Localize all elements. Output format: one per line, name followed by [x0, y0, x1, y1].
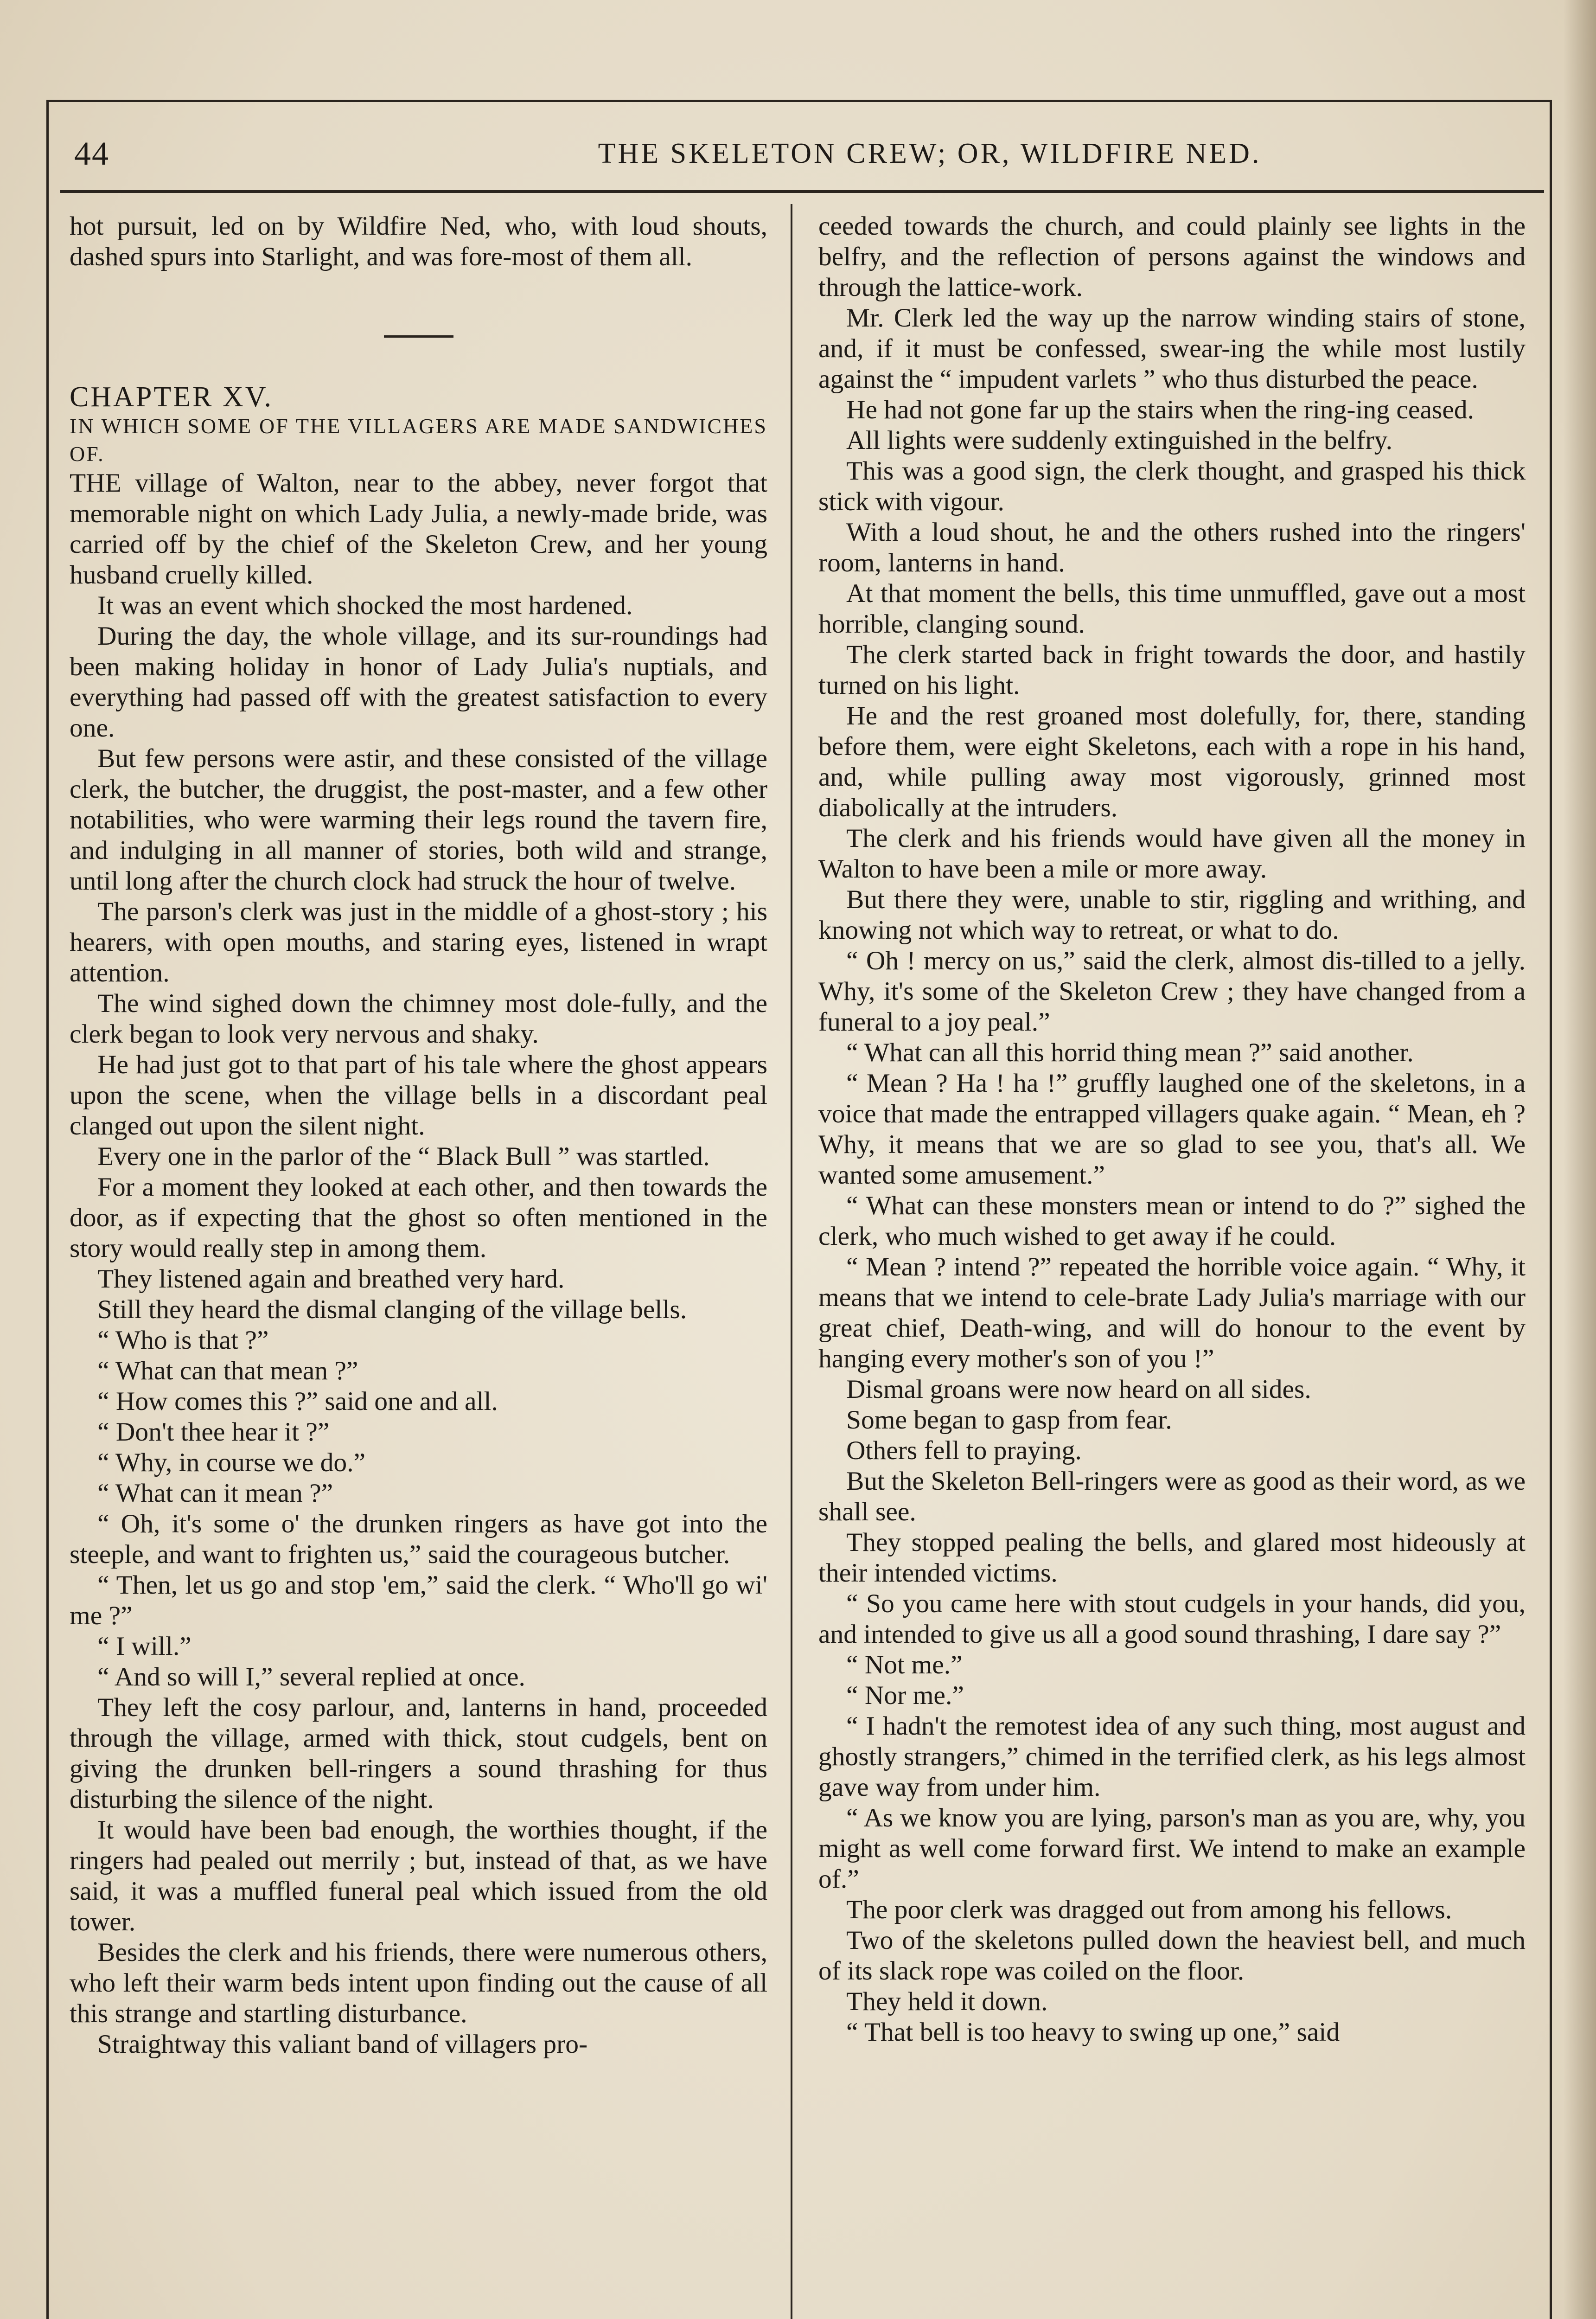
paragraph: They listened again and breathed very hard. [97, 1264, 565, 1294]
paragraph: “ So you came here with stout cudgels in your hands, did you, and intended to give us all a good sound thrashing, I dare say ?” [818, 1589, 1526, 1649]
paragraph: This was a good sign, the clerk thought, and grasped his thick stick with vigour. [818, 456, 1526, 516]
drop-lead-word: THE [70, 468, 121, 498]
dialogue-line: “ What can it mean ?” [97, 1479, 333, 1508]
dialogue-line: “ Who is that ?” [97, 1326, 269, 1355]
paragraph: Two of the skeletons pulled down the heaviest bell, and much of its slack rope was coiled on the floor. [818, 1926, 1526, 1986]
paragraph: Others fell to praying. [846, 1436, 1082, 1465]
paragraph: Still they heard the dismal clanging of the village bells. [97, 1295, 687, 1324]
paragraph: They stopped pealing the bells, and glared most hideously at their intended victims. [818, 1528, 1526, 1588]
paragraph: With a loud shout, he and the others rushed into the ringers' room, lanterns in hand. [818, 518, 1526, 577]
paragraph: He and the rest groaned most dolefully, for, there, standing before them, were eight Skeletons, each with a rope in his hand, and, while pulling away most vigorously, grinned most diabolically at the intruders. [818, 701, 1526, 822]
paragraph: “ Mean ? Ha ! ha !” gruffly laughed one of the skeletons, in a voice that made the entrapped villagers quake again. “ Mean, eh ? Why, it means that we are so glad to see you, that's all. We wanted some amusement.” [818, 1069, 1526, 1190]
paragraph: Some began to gasp from fear. [846, 1405, 1172, 1435]
paragraph: It was an event which shocked the most hardened. [97, 591, 633, 620]
page-header [70, 125, 1530, 186]
paragraph: The parson's clerk was just in the middle of a ghost-story ; his hearers, with open mouths, and staring eyes, listened in wrapt attention. [70, 897, 767, 987]
dialogue-line: “ What can that mean ?” [97, 1356, 358, 1385]
paragraph: But few persons were astir, and these consisted of the village clerk, the butcher, the druggist, the post-master, and a few other notabilities, who were warming their legs round the tavern fire, and indulging in all manner of stories, both wild and strange, until long after the church clock had struck the hour of twelve. [70, 744, 767, 896]
frame-right-rule [1550, 100, 1552, 2319]
paragraph: “ What can these monsters mean or intend to do ?” sighed the clerk, who much wished to get away if he could. [818, 1191, 1526, 1251]
chapter-subtitle: IN WHICH SOME OF THE VILLAGERS ARE MADE SANDWICHES OF. [70, 414, 767, 466]
paragraph: Dismal groans were now heard on all sides. [846, 1375, 1311, 1404]
paragraph: They left the cosy parlour, and, lanterns in hand, proceeded through the village, armed with thick, stout cudgels, bent on giving the drunken bell-ringers a sound thrashing for thus disturbing the silence of the night. [70, 1693, 767, 1814]
chapter-title: CHAPTER XV. [70, 381, 274, 413]
paragraph: Besides the clerk and his friends, there were numerous others, who left their warm beds intent upon finding out the cause of all this strange and startling disturbance. [70, 1938, 767, 2028]
paragraph: The clerk started back in fright towards the door, and hastily turned on his light. [818, 640, 1526, 700]
paragraph: At that moment the bells, this time unmuffled, gave out a most horrible, clanging sound. [818, 579, 1526, 639]
dialogue-line: “ Why, in course we do.” [97, 1448, 366, 1477]
left-column [70, 211, 767, 2319]
dialogue-line: “ And so will I,” several replied at once. [97, 1662, 525, 1691]
paragraph: “ Mean ? intend ?” repeated the horrible voice again. “ Why, it means that we intend to cele-brate Lady Julia's marriage with our great chief, Death-wing, and will do honour to the event by hanging every mother's son of you !” [818, 1252, 1526, 1373]
paragraph: “ As we know you are lying, parson's man as you are, why, you might as well come forward first. We intend to make an example of.” [818, 1803, 1526, 1894]
paragraph: All lights were suddenly extinguished in the belfry. [846, 426, 1392, 455]
paragraph: It would have been bad enough, the worthies thought, if the ringers had pealed out merrily ; but, instead of that, as we have said, it was a muffled funeral peal which issued from the old tower. [70, 1815, 767, 1936]
paragraph: “ Then, let us go and stop 'em,” said the clerk. “ Who'll go wi' me ?” [70, 1570, 767, 1630]
header-rule [60, 190, 1544, 193]
paragraph: hot pursuit, led on by Wildfire Ned, who, with loud shouts, dashed spurs into Starlight, and was fore-most of them all. [70, 211, 767, 271]
paragraph: He had not gone far up the stairs when the ring-ing ceased. [846, 395, 1475, 424]
section-separator [70, 314, 767, 345]
paragraph: The wind sighed down the chimney most dole-fully, and the clerk began to look very nervous and shaky. [70, 989, 767, 1049]
paragraph: “ I hadn't the remotest idea of any such thing, most august and ghostly strangers,” chimed in the terrified clerk, as his legs almost gave way from under him. [818, 1711, 1526, 1802]
dialogue-line: “ I will.” [97, 1632, 192, 1661]
right-column [818, 211, 1526, 2319]
running-title: THE SKELETON CREW; OR, WILDFIRE NED. [598, 138, 1262, 169]
dialogue-line: “ Don't thee hear it ?” [97, 1417, 330, 1447]
paragraph: “ Oh, it's some o' the drunken ringers as have got into the steeple, and want to frighten us,” said the courageous butcher. [70, 1509, 767, 1569]
paragraph: “ What can all this horrid thing mean ?” said another. [846, 1038, 1414, 1067]
paragraph: Every one in the parlor of the “ Black Bull ” was startled. [97, 1142, 710, 1171]
page-number: 44 [74, 135, 109, 172]
dialogue-line: “ Not me.” [846, 1650, 963, 1679]
page-edge-shadow [1564, 0, 1596, 2319]
dialogue-line: “ Nor me.” [846, 1681, 964, 1710]
paragraph: He had just got to that part of his tale where the ghost appears upon the scene, when the village bells in a discordant peal clanged out upon the silent night. [70, 1050, 767, 1140]
paragraph: During the day, the whole village, and its sur-roundings had been making holiday in honor of Lady Julia's nuptials, and everything had passed off with the greatest satisfaction to every one. [70, 621, 767, 743]
paragraph: “ That bell is too heavy to swing up one,” said [846, 2018, 1340, 2047]
paragraph: The poor clerk was dragged out from among his fellows. [846, 1895, 1452, 1924]
paragraph: ceeded towards the church, and could plainly see lights in the belfry, and the reflection of persons against the windows and through the lattice-work. [818, 211, 1526, 302]
paragraph: But the Skeleton Bell-ringers were as good as their word, as we shall see. [818, 1467, 1526, 1526]
frame-left-rule [46, 100, 49, 2319]
frame-top-rule [46, 100, 1552, 102]
paragraph: For a moment they looked at each other, and then towards the door, as if expecting that the ghost so often mentioned in the story would really step in among them. [70, 1172, 767, 1263]
column-divider [791, 204, 792, 2319]
paragraph [70, 468, 767, 590]
paragraph-text: village of Walton, near to the abbey, never forgot that memorable night on which Lady Julia, a newly-made bride, was carried off by the chief of the Skeleton Crew, and her young husband cruelly killed. [70, 468, 767, 589]
paragraph: Mr. Clerk led the way up the narrow winding stairs of stone, and, if it must be confessed, swear-ing the while most lustily against the “ impudent varlets ” who thus disturbed the peace. [818, 303, 1526, 394]
dialogue-line: “ How comes this ?” said one and all. [97, 1387, 498, 1416]
paragraph: “ Oh ! mercy on us,” said the clerk, almost dis-tilled to a jelly. Why, it's some of the Skeleton Crew ; they have changed from a funeral to a joy peal.” [818, 946, 1526, 1037]
paragraph: The clerk and his friends would have given all the money in Walton to have been a mile or more away. [818, 824, 1526, 884]
paragraph: Straightway this valiant band of villagers pro- [97, 2030, 588, 2059]
paragraph: They held it down. [846, 1987, 1048, 2016]
paragraph: But there they were, unable to stir, riggling and writhing, and knowing not which way to retreat, or what to do. [818, 885, 1526, 945]
